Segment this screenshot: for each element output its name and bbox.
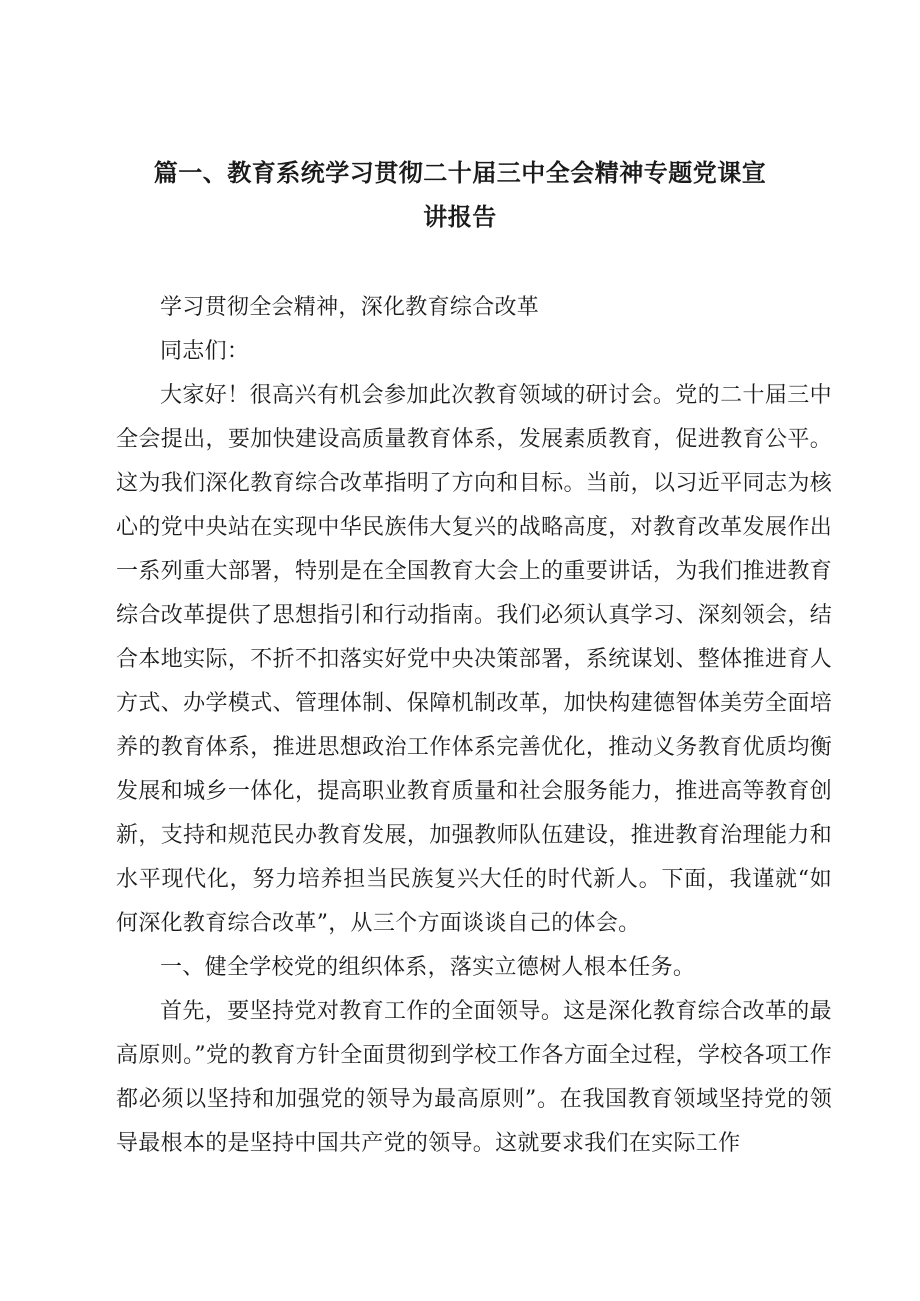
section-heading-1: 一、健全学校党的组织体系，落实立德树人根本任务。 [160,955,696,980]
document-body [116,286,832,1166]
salutation-paragraph: 同志们： [160,339,250,364]
document-title-line-1: 篇一、教育系统学习贯彻二十届三中全会精神专题党课宣 [153,159,767,187]
intro-paragraph: 大家好！很高兴有机会参加此次教育领域的研讨会。党的二十届三中全会提出，要加快建设高质量教育体系，发展素质教育，促进教育公平。这为我们深化教育综合改革指明了方向和目标。当前，以习近平同志为核心的党中央站在实现中华民族伟大复兴的战略高度，对教育改革发展作出一系列重大部署，特别是在全国教育大会上的重要讲话，为我们推进教育综合改革提供了思想指引和行动指南。我们必须认真学习、深刻领会，结合本地实际，不折不扣落实好党中央决策部署，系统谋划、整体推进育人方式、办学模式、管理体制、保障机制改革，加快构建德智体美劳全面培养的教育体系，推进思想政治工作体系完善优化，推动义务教育优质均衡发展和城乡一体化，提高职业教育质量和社会服务能力，推进高等教育创新，支持和规范民办教育发展，加强教师队伍建设，推进教育治理能力和水平现代化，努力培养担当民族复兴大任的时代新人。下面，我谨就“如何深化教育综合改革”，从三个方面谈谈自己的体会。 [116,383,832,936]
document-title-line-2: 讲报告 [423,203,497,231]
subtitle-paragraph: 学习贯彻全会精神，深化教育综合改革 [160,295,540,320]
body-paragraph: 首先，要坚持党对教育工作的全面领导。这是深化教育综合改革的最高原则。”党的教育方针全面贯彻到学校工作各方面全过程，学校各项工作都必须以坚持和加强党的领导为最高原则”。在我国教育领域坚持党的领导最根本的是坚持中国共产党的领导。这就要求我们在实际工作 [116,999,832,1156]
